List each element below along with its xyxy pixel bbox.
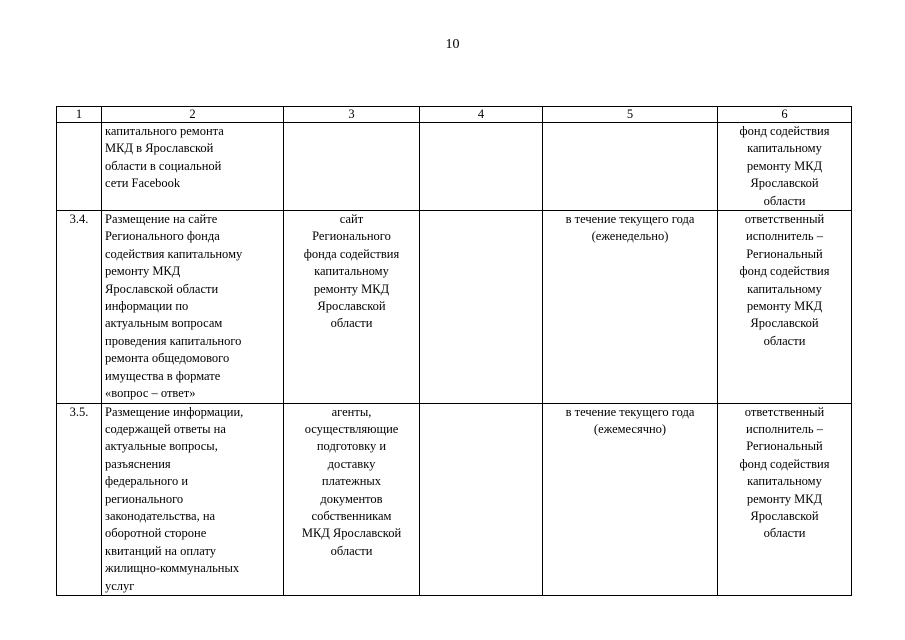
period-cell — [543, 123, 718, 211]
cell-text-line: собственникам — [311, 508, 392, 523]
column-header: 3 — [284, 107, 420, 123]
cell-text-line: МКД Ярославской — [301, 526, 402, 541]
cell-text-line: Размещение на сайте — [105, 212, 218, 227]
cell-text-line: Ярославской — [750, 508, 819, 523]
row-number-cell — [57, 123, 102, 211]
cell-text-line: области — [330, 316, 373, 331]
cell-text-line: ремонту МКД — [746, 299, 823, 314]
page-number: 10 — [445, 37, 460, 52]
cell-text-line: капитальному — [314, 264, 389, 279]
description-cell — [102, 211, 284, 403]
cell-text-line: фонд содействия — [739, 264, 830, 279]
cell-text-line: (ежемесячно) — [593, 421, 667, 436]
cell-text-line: Регионального фонда — [105, 229, 220, 244]
cell-text-line: осуществляющие — [304, 421, 399, 436]
cell-text-line: оборотной стороне — [105, 526, 207, 541]
cell-text-line: исполнитель – — [746, 229, 823, 244]
cell-text-line: фонда содействия — [303, 246, 400, 261]
cell-text-line: области — [330, 543, 373, 558]
cell-text-line: Ярославской — [317, 299, 386, 314]
row-number-cell: 3.4. — [57, 211, 102, 403]
cell-text-line: подготовку и — [316, 439, 387, 454]
cell-text-line: области — [763, 333, 806, 348]
cell-text-line: регионального — [105, 491, 184, 506]
cell-text-line: в течение текущего года — [565, 404, 695, 419]
table-header-row — [57, 107, 852, 123]
cell-text-line: Ярославской области — [105, 281, 219, 296]
cell-text-line: ремонта общедомового — [105, 351, 230, 366]
cell-text-line: области — [763, 193, 806, 208]
cell-text-line: ремонту МКД — [746, 491, 823, 506]
cell-text-line: ремонту МКД — [746, 158, 823, 173]
cell-text-line: платежных — [321, 474, 382, 489]
cell-text-line: капитального ремонта — [105, 124, 224, 138]
cell-text-line: разъяснения — [105, 456, 171, 471]
cell-text-line: сайт — [339, 212, 364, 227]
cell-text-line: жилищно-коммунальных — [105, 561, 240, 576]
cell-text-line: федерального и — [105, 474, 189, 489]
place-cell — [284, 211, 420, 403]
responsible-cell — [718, 123, 852, 211]
cell-text-line: актуальные вопросы, — [105, 439, 218, 454]
cell-text-line: фонд содействия — [739, 124, 830, 138]
cell-text-line: ремонту МКД — [105, 264, 181, 279]
cell-text-line: актуальным вопросам — [105, 316, 223, 331]
cell-text-line: доставку — [327, 456, 376, 471]
table-row — [57, 211, 852, 403]
cell-text-line: содействия капитальному — [105, 246, 243, 261]
column-header: 5 — [543, 107, 718, 123]
table-body — [57, 123, 852, 596]
cell-text-line: МКД в Ярославской — [105, 141, 214, 156]
column-4-cell — [420, 123, 543, 211]
cell-text-line: области — [763, 526, 806, 541]
cell-text-line: капитальному — [747, 141, 822, 156]
cell-text-line: услуг — [105, 578, 135, 593]
period-cell — [543, 211, 718, 403]
cell-text-line: Региональный — [746, 246, 823, 261]
cell-text-line: Региональный — [746, 439, 823, 454]
cell-text-line: проведения капитального — [105, 333, 242, 348]
cell-text-line: области в социальной — [105, 158, 222, 173]
cell-text-line: ответственный — [744, 404, 825, 419]
cell-text-line: ремонту МКД — [313, 281, 390, 296]
cell-text-line: Регионального — [312, 229, 391, 244]
place-cell — [284, 123, 420, 211]
table-row — [57, 403, 852, 595]
column-header: 2 — [102, 107, 284, 123]
cell-text-line: агенты, — [331, 404, 372, 419]
cell-text-line: содержащей ответы на — [105, 421, 226, 436]
cell-text-line: информации по — [105, 299, 189, 314]
description-cell — [102, 123, 284, 211]
cell-text-line: документов — [320, 491, 383, 506]
period-cell — [543, 403, 718, 595]
cell-text-line: в течение текущего года — [565, 212, 695, 227]
responsible-cell — [718, 211, 852, 403]
cell-text-line: фонд содействия — [739, 456, 830, 471]
column-header: 6 — [718, 107, 852, 123]
column-4-cell — [420, 403, 543, 595]
cell-text-line: «вопрос – ответ» — [105, 386, 196, 401]
cell-text-line: Размещение информации, — [105, 404, 244, 419]
row-number-cell: 3.5. — [57, 403, 102, 595]
cell-text-line: капитальному — [747, 474, 822, 489]
column-header: 4 — [420, 107, 543, 123]
cell-text-line: исполнитель – — [746, 421, 823, 436]
responsible-cell — [718, 403, 852, 595]
description-cell — [102, 403, 284, 595]
cell-text-line: Ярославской — [750, 316, 819, 331]
cell-text-line: имущества в формате — [105, 368, 221, 383]
cell-text-line: сети Facebook — [105, 176, 181, 191]
column-4-cell — [420, 211, 543, 403]
cell-text-line: квитанций на оплату — [105, 543, 217, 558]
cell-text-line: ответственный — [744, 212, 825, 227]
cell-text-line: Ярославской — [750, 176, 819, 191]
table-row — [57, 123, 852, 211]
measures-table — [56, 106, 852, 596]
column-header: 1 — [57, 107, 102, 123]
cell-text-line: капитальному — [747, 281, 822, 296]
place-cell — [284, 403, 420, 595]
cell-text-line: законодательства, на — [105, 508, 216, 523]
cell-text-line: (еженедельно) — [591, 229, 669, 244]
